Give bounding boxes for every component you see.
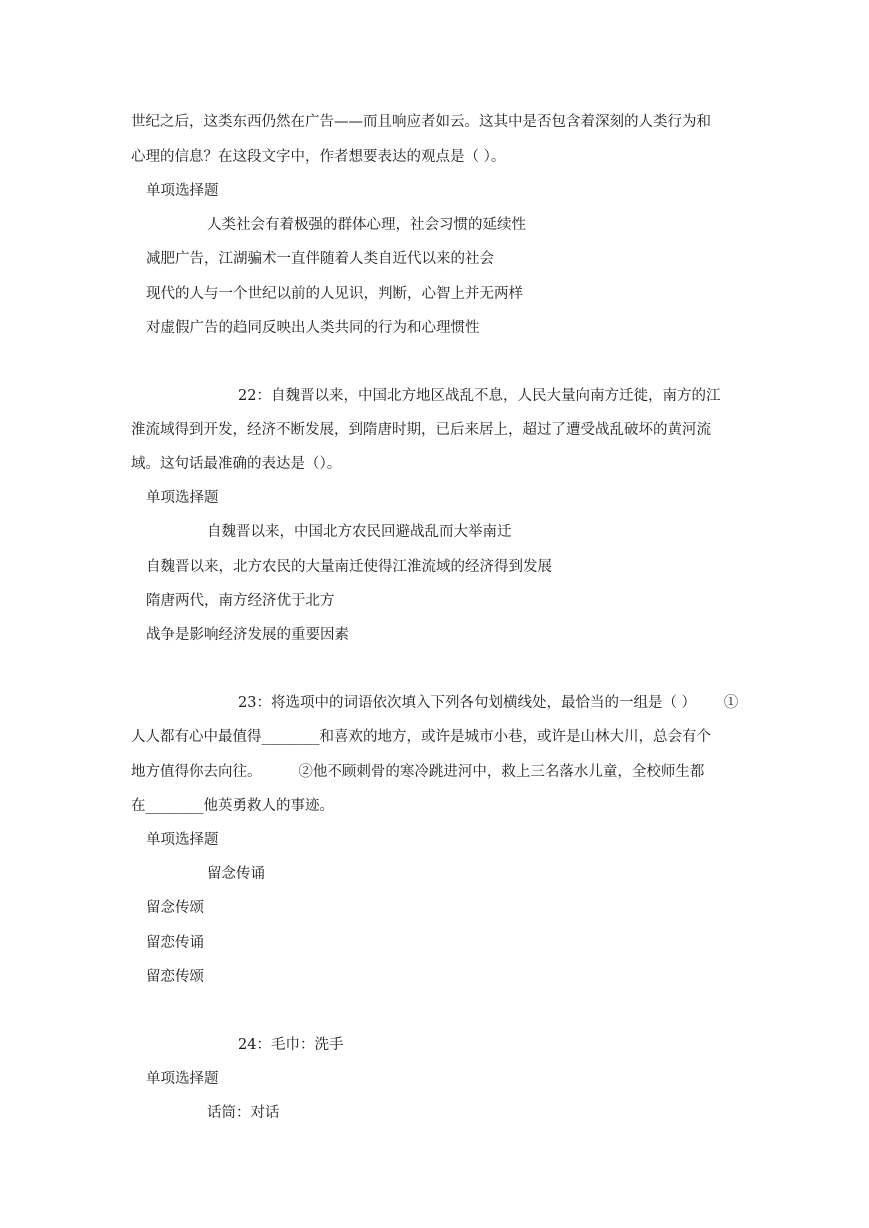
option-d[interactable]: 对虚假广告的趋同反映出人类共同的行为和心理惯性 [146, 320, 480, 336]
option-b[interactable]: 自魏晋以来，北方农民的大量南迁使得江淮流域的经济得到发展 [146, 559, 552, 575]
option-b[interactable]: 减肥广告，江湖骗术一直伴随着人类自近代以来的社会 [146, 251, 494, 267]
question-text-line: 世纪之后，这类东西仍然在广告——而且响应者如云。这其中是否包含着深刻的人类行为和 [131, 114, 711, 130]
option-a[interactable]: 话筒：对话 [207, 1105, 280, 1121]
question-22-text-line: 淮流域得到开发，经济不断发展，到隋唐时期，已后来居上，超过了遭受战乱破坏的黄河流 [131, 422, 711, 438]
question-22-text-line: 22：自魏晋以来，中国北方地区战乱不息，人民大量向南方迁徙，南方的江 [238, 388, 721, 404]
question-23-text-line: 地方值得你去向往。 ②他不顾刺骨的寒冷跳进河中，救上三名落水儿童，全校师生都 [131, 764, 705, 780]
question-22-text-line: 域。这句话最准确的表达是（）。 [131, 456, 342, 472]
question-type-label: 单项选择题 [146, 183, 219, 199]
option-c[interactable]: 留恋传诵 [146, 935, 204, 951]
question-24-text-line: 24：毛巾：洗手 [238, 1037, 344, 1053]
option-a[interactable]: 留念传诵 [207, 866, 265, 882]
option-d[interactable]: 战争是影响经济发展的重要因素 [146, 627, 349, 643]
option-a[interactable]: 自魏晋以来，中国北方农民回避战乱而大举南迁 [207, 524, 512, 540]
question-type-label: 单项选择题 [146, 1071, 219, 1087]
question-23-text-line: 在________他英勇救人的事迹。 [131, 798, 334, 814]
option-d[interactable]: 留恋传颂 [146, 969, 204, 985]
option-c[interactable]: 现代的人与一个世纪以前的人见识，判断，心智上并无两样 [146, 286, 523, 302]
question-type-label: 单项选择题 [146, 490, 219, 506]
question-text-line: 心理的信息？在这段文字中，作者想要表达的观点是（ ）。 [131, 149, 506, 165]
question-23-text-line: 人人都有心中最值得________和喜欢的地方，或许是城市小巷，或许是山林大川，总会有个 [131, 729, 711, 745]
option-c[interactable]: 隋唐两代，南方经济优于北方 [146, 593, 335, 609]
question-type-label: 单项选择题 [146, 832, 219, 848]
option-a[interactable]: 人类社会有着极强的群体心理，社会习惯的延续性 [207, 217, 526, 233]
question-23-text-line: 23：将选项中的词语依次填入下列各句划横线处，最恰当的一组是（ ） ① [238, 695, 739, 711]
option-b[interactable]: 留念传颂 [146, 900, 204, 916]
